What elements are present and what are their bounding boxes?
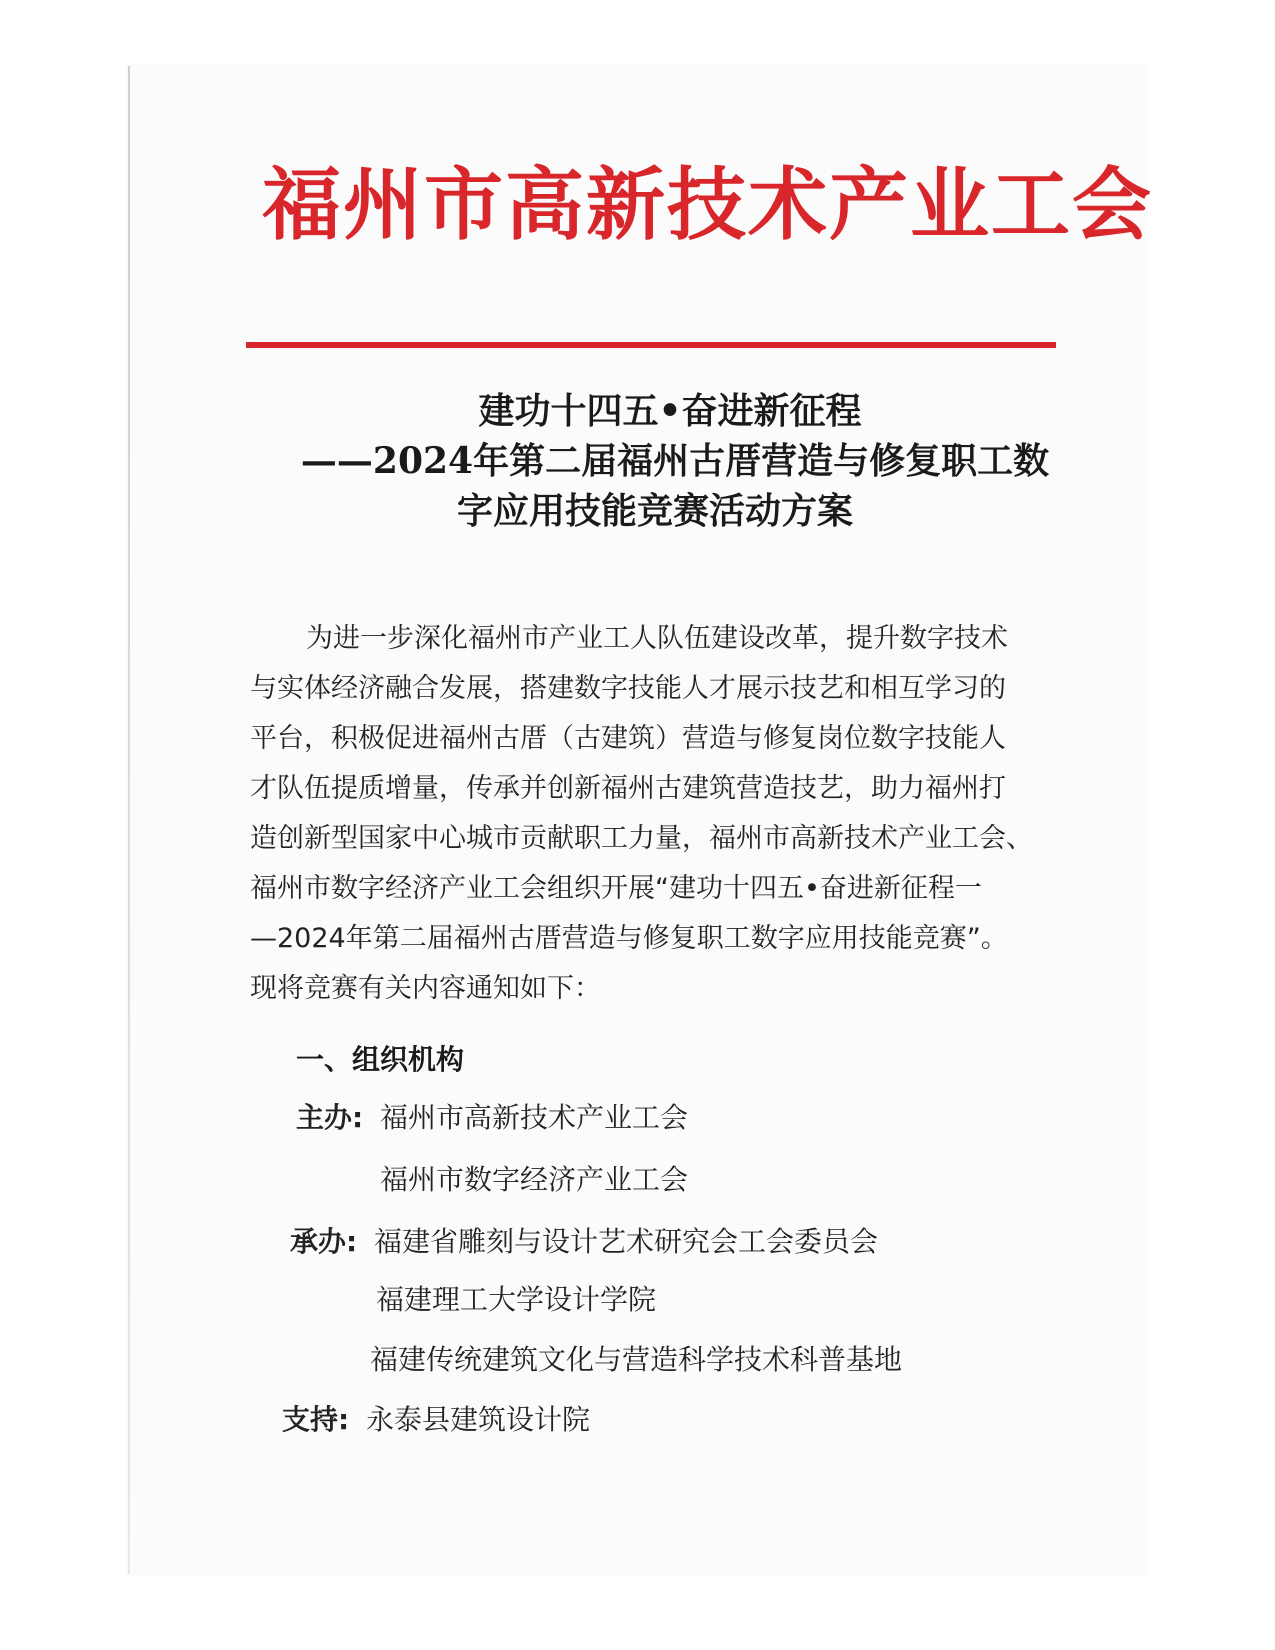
intro-line: 与实体经济融合发展，搭建数字技能人才展示技艺和相互学习的 bbox=[250, 673, 1006, 704]
intro-line: 为进一步深化福州市产业工人队伍建设改革，提升数字技术 bbox=[306, 623, 1008, 654]
organizer-row-2 bbox=[376, 1280, 656, 1320]
organizer-row-3 bbox=[370, 1340, 902, 1380]
host-label: 主办: bbox=[296, 1101, 364, 1134]
intro-line: 才队伍提质增量，传承并创新福州古建筑营造技艺，助力福州打 bbox=[250, 773, 1006, 804]
host-row-2 bbox=[380, 1160, 688, 1200]
host-name: 福州市数字经济产业工会 bbox=[380, 1163, 689, 1196]
supporter-row bbox=[282, 1400, 590, 1440]
host-name: 福州市高新技术产业工会 bbox=[380, 1101, 689, 1134]
organizer-name: 福建省雕刻与设计艺术研究会工会委员会 bbox=[374, 1225, 879, 1258]
title-line-3: 字应用技能竞赛活动方案 bbox=[456, 490, 853, 532]
supporter-label: 支持: bbox=[282, 1403, 350, 1436]
intro-line: 造创新型国家中心城市贡献职工力量，福州市高新技术产业工会、 bbox=[250, 823, 1033, 854]
intro-line: 福州市数字经济产业工会组织开展“建功十四五•奋进新征程一 bbox=[250, 873, 982, 904]
section-heading-organization: 一、组织机构 bbox=[296, 1043, 465, 1076]
page-edge-shadow bbox=[128, 66, 130, 1574]
title-line-1: 建功十四五•奋进新征程 bbox=[478, 390, 862, 432]
host-row-1 bbox=[296, 1098, 688, 1138]
title-line-2: ——2024年第二届福州古厝营造与修复职工数 bbox=[300, 440, 1050, 482]
letterhead-organization: 福州市高新技术产业工会 bbox=[262, 158, 1153, 251]
organizer-name: 福建传统建筑文化与营造科学技术科普基地 bbox=[370, 1343, 903, 1376]
document-title bbox=[250, 386, 1060, 536]
organizer-name: 福建理工大学设计学院 bbox=[376, 1283, 657, 1316]
letterhead-red-rule bbox=[246, 342, 1056, 348]
intro-paragraph bbox=[250, 614, 1060, 1014]
intro-line: 现将竞赛有关内容通知如下： bbox=[250, 973, 601, 1004]
supporter-name: 永泰县建筑设计院 bbox=[366, 1403, 591, 1436]
intro-line: 平台，积极促进福州古厝（古建筑）营造与修复岗位数字技能人 bbox=[250, 723, 1006, 754]
organizer-label: 承办: bbox=[290, 1225, 358, 1258]
organizer-row-1 bbox=[290, 1222, 878, 1262]
intro-line: —2024年第二届福州古厝营造与修复职工数字应用技能竞赛”。 bbox=[250, 923, 1008, 954]
